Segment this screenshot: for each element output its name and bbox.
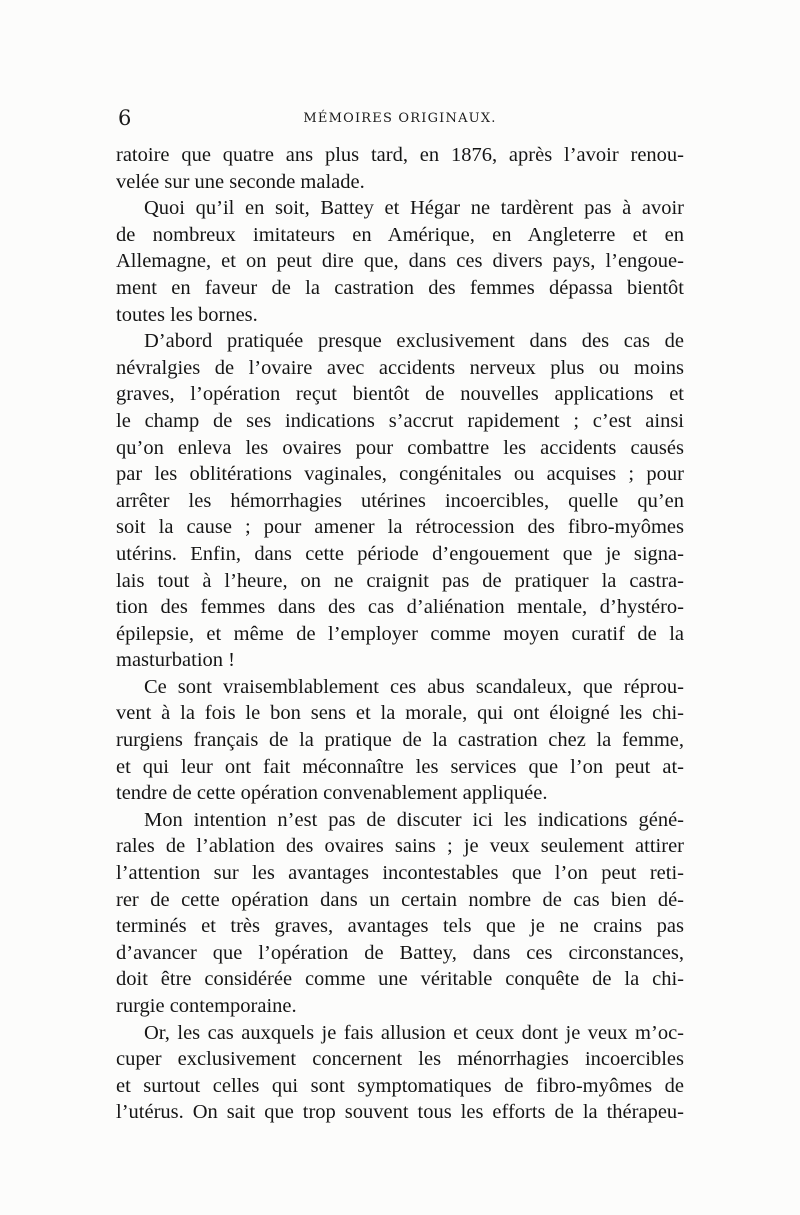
- text-line: tion des femmes dans des cas d’aliénation mentale, d’hystéro-: [116, 596, 684, 619]
- text-line: Quoi qu’il en soit, Battey et Hégar ne tardèrent pas à avoir: [144, 197, 684, 220]
- text-line: de nombreux imitateurs en Amérique, en Angleterre et en: [116, 223, 684, 246]
- text-line: rurgiens français de la pratique de la castration chez la femme,: [116, 729, 684, 752]
- text-line: masturbation !: [116, 649, 235, 672]
- text-line: par les oblitérations vaginales, congénitales ou acquises ; pour: [116, 463, 684, 486]
- text-line: ment en faveur de la castration des femmes dépassa bientôt: [116, 276, 684, 299]
- running-title: MÉMOIRES ORIGINAUX.: [303, 111, 497, 126]
- text-line: utérins. Enfin, dans cette période d’engouement que je signa-: [116, 542, 684, 565]
- text-line: arrêter les hémorrhagies utérines incoercibles, quelle qu’en: [116, 489, 684, 512]
- text-line: névralgies de l’ovaire avec accidents nerveux plus ou moins: [116, 356, 684, 379]
- text-line: le champ de ses indications s’accrut rapidement ; c’est ainsi: [116, 409, 684, 432]
- text-line: rales de l’ablation des ovaires sains ; je veux seulement attirer: [116, 835, 684, 858]
- text-line: qu’on enleva les ovaires pour combattre les accidents causés: [116, 436, 684, 459]
- text-line: cuper exclusivement concernent les ménorrhagies incoercibles: [116, 1048, 684, 1071]
- text-line: toutes les bornes.: [116, 303, 258, 326]
- body-text: [116, 142, 684, 1126]
- text-line: doit être considérée comme une véritable conquête de la chi-: [116, 968, 684, 991]
- page-number: 6: [118, 106, 132, 130]
- text-line: rer de cette opération dans un certain nombre de cas bien dé-: [116, 888, 684, 911]
- text-line: tendre de cette opération convenablement appliquée.: [116, 782, 548, 805]
- text-line: vent à la fois le bon sens et la morale, qui ont éloigné les chi-: [116, 702, 684, 725]
- text-line: l’attention sur les avantages incontestables que l’on peut reti-: [116, 862, 684, 885]
- text-line: D’abord pratiquée presque exclusivement dans des cas de: [144, 330, 684, 353]
- text-line: Ce sont vraisemblablement ces abus scandaleux, que réprou-: [144, 675, 684, 698]
- text-line: velée sur une seconde malade.: [116, 170, 365, 193]
- text-line: ratoire que quatre ans plus tard, en 1876, après l’avoir renou-: [116, 144, 684, 166]
- text-line: Or, les cas auxquels je fais allusion et ceux dont je veux m’oc-: [144, 1021, 684, 1044]
- text-line: et qui leur ont fait méconnaître les services que l’on peut at-: [116, 755, 684, 778]
- text-line: terminés et très graves, avantages tels que je ne crains pas: [116, 915, 684, 938]
- text-line: graves, l’opération reçut bientôt de nouvelles applications et: [116, 383, 684, 406]
- text-line: et surtout celles qui sont symptomatiques de fibro-myômes de: [116, 1074, 684, 1097]
- text-line: épilepsie, et même de l’employer comme moyen curatif de la: [116, 622, 684, 645]
- text-line: lais tout à l’heure, on ne craignit pas de pratiquer la castra-: [116, 569, 684, 592]
- text-line: l’utérus. On sait que trop souvent tous les efforts de la thérapeu-: [116, 1101, 684, 1124]
- text-line: d’avancer que l’opération de Battey, dans ces circonstances,: [116, 941, 684, 964]
- text-line: Mon intention n’est pas de discuter ici les indications géné-: [144, 808, 684, 831]
- text-line: Allemagne, et on peut dire que, dans ces divers pays, l’engoue-: [116, 250, 684, 273]
- running-head: [116, 104, 684, 132]
- text-line: soit la cause ; pour amener la rétrocession des fibro-myômes: [116, 516, 684, 539]
- text-line: rurgie contemporaine.: [116, 995, 297, 1017]
